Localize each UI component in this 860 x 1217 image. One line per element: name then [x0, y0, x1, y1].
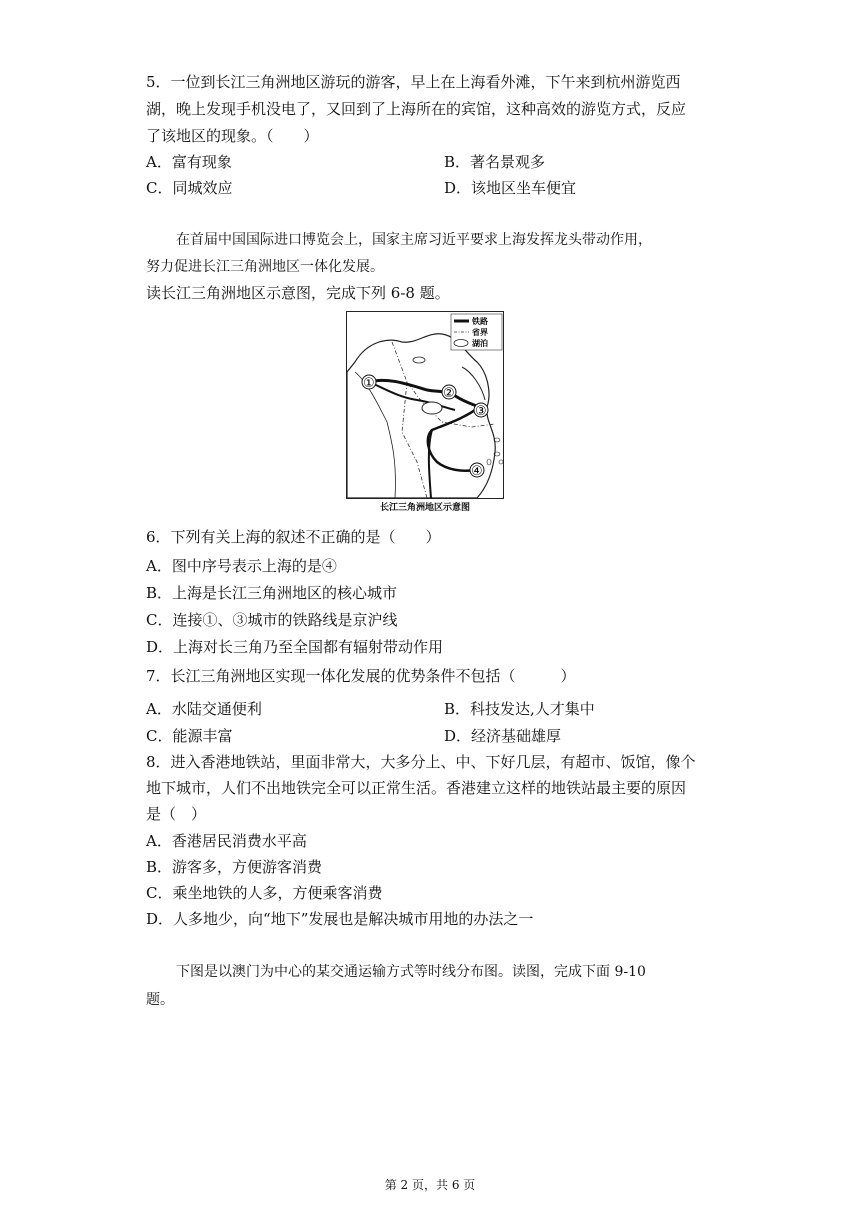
q5-stem-line-2: 湖，晚上发现手机没电了，又回到了上海所在的宾馆，这种高效的游览方式，反应	[146, 100, 687, 118]
intro-6-8-line-1: 在首届中国国际进口博览会上，国家主席习近平要求上海发挥龙头带动作用，	[176, 232, 652, 248]
q8-option-a: A．香港居民消费水平高	[146, 832, 307, 850]
city-marker-3: ③	[475, 404, 487, 419]
legend-lake: 湖泊	[472, 339, 488, 348]
q5-option-b: B．著名景观多	[444, 153, 546, 171]
q5-stem-line-3: 了该地区的现象。（ ）	[146, 127, 319, 145]
intro-9-10-line-2: 题。	[146, 992, 174, 1008]
map-drawing	[347, 312, 503, 498]
legend-provincial-border: 省界	[472, 328, 488, 337]
q6-option-b: B．上海是长江三角洲地区的核心城市	[146, 584, 398, 602]
q7-stem: 7．长江三角洲地区实现一体化发展的优势条件不包括（ ）	[146, 667, 576, 685]
yangtze-delta-map	[346, 311, 504, 499]
q8-option-b: B．游客多，方便游客消费	[146, 858, 323, 876]
map-caption: 长江三角洲地区示意图	[379, 503, 470, 513]
legend-railway: 铁路	[472, 317, 488, 326]
q7-option-d: D．经济基础雄厚	[444, 727, 562, 745]
q7-option-a: A．水陆交通便利	[146, 700, 262, 718]
q5-option-c: C．同城效应	[146, 179, 233, 197]
q6-option-c: C．连接①、③城市的铁路线是京沪线	[146, 611, 398, 629]
q6-stem: 6．下列有关上海的叙述不正确的是（ ）	[146, 528, 441, 546]
city-marker-1: ①	[363, 376, 375, 391]
q8-stem-line-3: 是（ ）	[146, 805, 207, 823]
q8-option-d: D．人多地少，向“地下”发展也是解决城市用地的办法之一	[146, 910, 534, 928]
q5-option-a: A．富有现象	[146, 153, 232, 171]
city-marker-4: ④	[471, 464, 483, 479]
page-footer: 第 2 页，共 6 页	[384, 1178, 476, 1192]
q7-option-b: B．科技发达,人才集中	[444, 700, 595, 718]
q8-option-c: C．乘坐地铁的人多，方便乘客消费	[146, 884, 383, 902]
city-marker-2: ②	[443, 386, 455, 401]
q8-stem-line-2: 地下城市，人们不出地铁完全可以正常生活。香港建立这样的地铁站最主要的原因	[146, 779, 687, 797]
intro-9-10-line-1: 下图是以澳门为中心的某交通运输方式等时线分布图。读图，完成下面 9-10	[176, 964, 646, 980]
yangtze-delta-map-figure	[346, 311, 504, 511]
q7-option-c: C．能源丰富	[146, 727, 233, 745]
q6-option-a: A．图中序号表示上海的是④	[146, 557, 337, 575]
q5-stem-line-1: 5．一位到长江三角洲地区游玩的游客，早上在上海看外滩，下午来到杭州游览西	[146, 73, 681, 91]
q8-stem-line-1: 8．进入香港地铁站，里面非常大，大多分上、中、下好几层，有超市、饭馆，像个	[146, 753, 696, 771]
intro-6-8-line-2: 努力促进长江三角洲地区一体化发展。	[146, 259, 384, 275]
intro-6-8-line-3: 读长江三角洲地区示意图，完成下列 6-8 题。	[146, 284, 450, 302]
q5-option-d: D．该地区坐车便宜	[444, 179, 577, 197]
q6-option-d: D．上海对长三角乃至全国都有辐射带动作用	[146, 638, 444, 656]
